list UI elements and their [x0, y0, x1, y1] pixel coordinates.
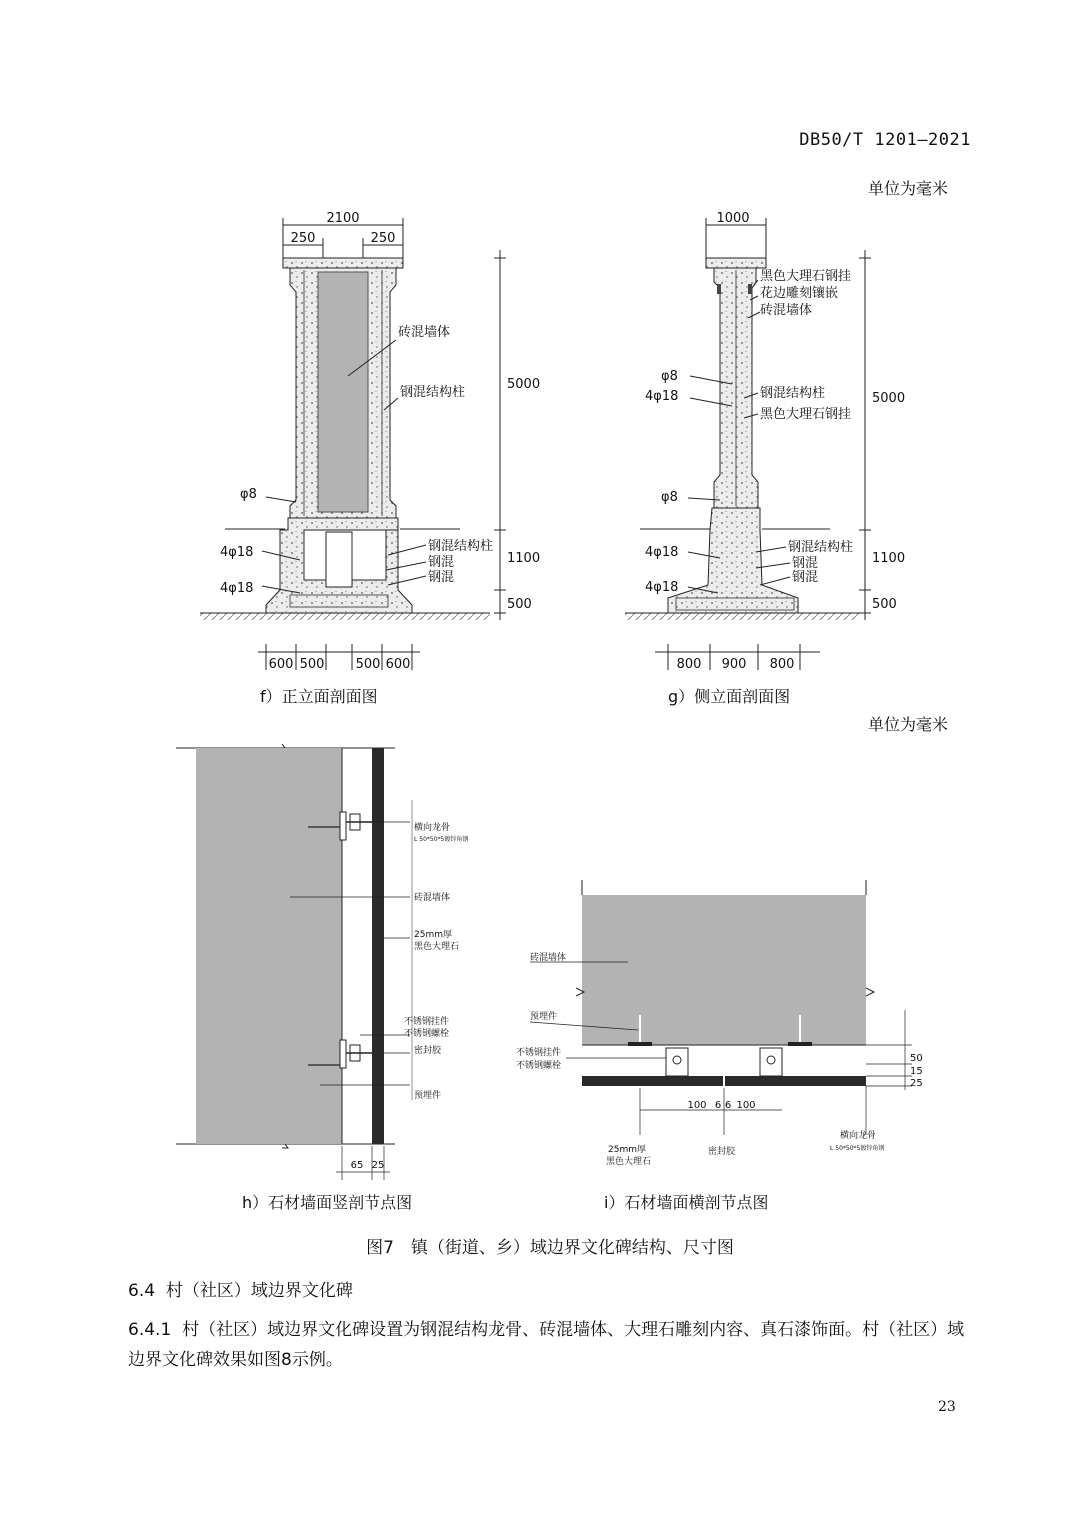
fig-h-dim-a: 65 [350, 1160, 364, 1171]
fig-g-drawing [625, 211, 905, 672]
fig-g-dim-total: 1000 [716, 211, 750, 226]
page-number: 23 [938, 1399, 956, 1415]
fig-h-label-stone1: 25mm厚 [414, 930, 452, 940]
fig-i-dim-50: 50 [910, 1053, 923, 1064]
fig-f-label-4phi18-b: 4φ18 [220, 581, 254, 596]
section-title: 村（社区）域边界文化碑 [165, 1281, 353, 1301]
fig-g-label-rc2: 钢混 [792, 570, 819, 585]
fig-g-base-dim: 800 [769, 657, 795, 672]
fig-h-label-keel-spec: L 50*50*5镀锌角钢 [414, 836, 469, 843]
figures-h-i [0, 740, 1074, 1180]
fig-i-drawing [516, 880, 923, 1167]
fig-f-label-rc1: 钢混 [428, 555, 455, 570]
fig-f-label-rc-column2: 钢混结构柱 [428, 539, 494, 554]
fig-h-label-keel: 横向龙骨 [414, 823, 451, 833]
fig-g-label-brick: 砖混墙体 [760, 303, 813, 318]
fig-i-label-keel: 横向龙骨 [840, 1131, 877, 1141]
fig-i-label-embed: 预埋件 [530, 1012, 558, 1022]
fig-i-label-hanger: 不锈钢挂件 [516, 1048, 562, 1058]
fig-g-label-rc-column: 钢混结构柱 [760, 386, 826, 401]
fig-g-dim-h3: 500 [872, 597, 897, 612]
unit-note-top: 单位为毫米 [868, 179, 949, 198]
fig-g-label-marble1: 黑色大理石钢挂 [760, 269, 852, 284]
fig-h-label-sealant: 密封胶 [414, 1046, 442, 1056]
fig-h-label-hanger: 不锈钢挂件 [404, 1017, 450, 1027]
fig-g-caption: g）侧立面剖面图 [668, 687, 791, 706]
fig-i-dim-6a: 6 [714, 1100, 722, 1111]
fig-g-label-rc1: 钢混 [792, 556, 819, 571]
clause-number: 6.4.1 [128, 1320, 172, 1340]
fig-f-dim-total: 2100 [326, 211, 360, 226]
fig-f-dim-right: 250 [370, 231, 396, 246]
fig-g-label-marble2: 黑色大理石钢挂 [760, 407, 852, 422]
fig-f-dim-left: 250 [290, 231, 316, 246]
fig-f-caption: f）正立面剖面图 [260, 687, 378, 706]
doc-code: DB50/T 1201—2021 [799, 130, 971, 150]
fig-f-base-dim: 500 [299, 657, 325, 672]
fig-f-label-phi8: φ8 [240, 487, 257, 502]
figure-caption: 图7 镇（街道、乡）域边界文化碑结构、尺寸图 [366, 1238, 734, 1258]
fig-i-dim-25: 25 [910, 1078, 923, 1089]
fig-f-dim-h3: 500 [507, 597, 532, 612]
fig-i-label-stone1: 25mm厚 [608, 1145, 646, 1155]
fig-g-label-4phi18-top: 4φ18 [645, 389, 679, 404]
fig-g-label-rc-column2: 钢混结构柱 [788, 540, 854, 555]
fig-f-label-rc-column: 钢混结构柱 [400, 385, 466, 400]
figures-f-g [0, 200, 1074, 700]
fig-g-label-phi8: φ8 [661, 490, 678, 505]
fig-f-base-dim: 600 [268, 657, 294, 672]
fig-h-label-embed: 预埋件 [414, 1091, 442, 1101]
unit-note-bottom: 单位为毫米 [868, 715, 949, 734]
fig-i-dim-100b: 100 [736, 1100, 756, 1111]
fig-i-dim-6b: 6 [724, 1100, 732, 1111]
fig-f-drawing [200, 211, 540, 672]
fig-g-label-phi8-top: φ8 [661, 369, 678, 384]
fig-i-label-stone2: 黑色大理石 [606, 1157, 652, 1167]
fig-f-label-4phi18-a: 4φ18 [220, 545, 254, 560]
section-heading [128, 1276, 353, 1301]
fig-g-label-4phi18-a: 4φ18 [645, 545, 679, 560]
fig-i-label-brick: 砖混墙体 [530, 953, 567, 963]
fig-f-base-dim: 600 [385, 657, 411, 672]
fig-f-base-dim: 500 [355, 657, 381, 672]
fig-f-dim-h2: 1100 [507, 551, 541, 566]
fig-h-label-stone2: 黑色大理石 [414, 942, 460, 952]
fig-i-label-sealant: 密封胶 [708, 1147, 736, 1157]
fig-h-caption: h）石材墙面竖剖节点图 [242, 1193, 413, 1212]
fig-h-label-bolt: 不锈钢螺栓 [404, 1029, 450, 1039]
fig-g-dim-h1: 5000 [872, 391, 906, 406]
fig-i-dim-100a: 100 [687, 1100, 707, 1111]
clause-text: 村（社区）域边界文化碑设置为钢混结构龙骨、砖混墙体、大理石雕刻内容、真石漆饰面。村（社区）域边界文化碑效果如图8示例。 [128, 1320, 965, 1370]
fig-i-label-keel-spec: L 50*50*5镀锌角钢 [830, 1145, 885, 1152]
fig-i-dim-15: 15 [910, 1066, 923, 1077]
fig-f-dim-h1: 5000 [507, 377, 541, 392]
fig-f-label-rc2: 钢混 [428, 570, 455, 585]
section-number: 6.4 [128, 1281, 156, 1301]
fig-g-base-dim: 900 [721, 657, 747, 672]
clause-paragraph [128, 1315, 978, 1375]
fig-f-label-brick: 砖混墙体 [398, 325, 451, 340]
fig-i-caption: i）石材墙面横剖节点图 [604, 1193, 769, 1212]
fig-i-label-bolt: 不锈钢螺栓 [516, 1061, 562, 1071]
fig-h-dim-b: 25 [371, 1160, 385, 1171]
fig-h-drawing [176, 744, 468, 1180]
fig-g-label-4phi18-b: 4φ18 [645, 580, 679, 595]
fig-g-base-dim: 800 [676, 657, 702, 672]
fig-g-dim-h2: 1100 [872, 551, 906, 566]
fig-h-label-brick: 砖混墙体 [414, 893, 451, 903]
fig-g-label-carving: 花边雕刻镶嵌 [760, 286, 839, 301]
